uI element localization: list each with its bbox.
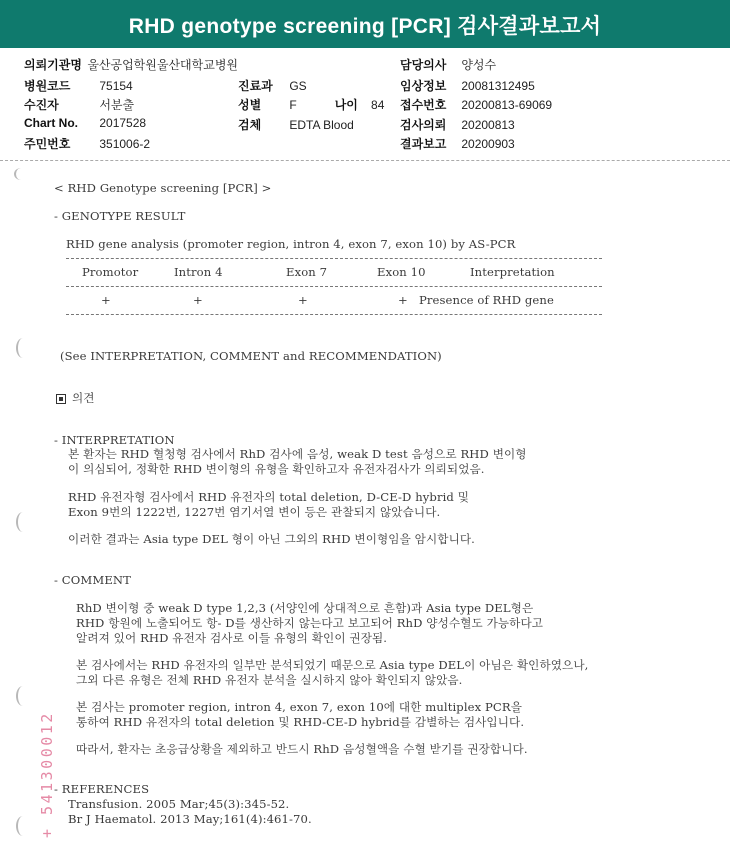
doctor-label: 담당의사 — [400, 58, 447, 72]
interp-p1-line2: 이 의심되어, 정확한 RHD 변이형의 유형을 확인하고자 유전자검사가 의뢰되었음. — [68, 462, 485, 476]
hospital-code-label: 병원코드 — [24, 79, 71, 93]
request-date-label: 검사의뢰 — [400, 118, 447, 132]
comment-p2-line2: 그외 다른 유형은 전체 RHD 유전자 분석을 실시하지 않아 확인되지 않았음. — [76, 673, 463, 687]
sex-label: 성별 — [238, 98, 262, 112]
interp-p2-line1: RHD 유전자형 검사에서 RHD 유전자의 total deletion, D-CE-D hybrid 및 — [68, 490, 470, 504]
reference-1: Transfusion. 2005 Mar;45(3):345-52. — [68, 797, 290, 811]
dept-label: 진료과 — [238, 79, 273, 93]
requester-value: 울산공업학원울산대학교병원 — [87, 58, 239, 72]
comment-p3-line2: 통하여 RHD 유전자의 total deletion 및 RHD-CE-D hybrid를 감별하는 검사입니다. — [76, 715, 525, 729]
requester-label: 의뢰기관명 — [24, 58, 82, 72]
binder-ring-1 — [14, 168, 28, 180]
table-header-exon10: Exon 10 — [377, 265, 426, 279]
see-note: (See INTERPRETATION, COMMENT and RECOMMENDATION) — [60, 349, 442, 363]
dept-value: GS — [289, 79, 307, 93]
references-heading: - REFERENCES — [54, 782, 150, 796]
table-rule-bottom — [66, 314, 602, 315]
resident-no-row — [24, 135, 150, 152]
resident-no-label: 주민번호 — [24, 137, 71, 151]
header-divider — [0, 160, 730, 161]
report-date-label: 결과보고 — [400, 137, 447, 151]
report-date-row — [400, 135, 515, 152]
dept-row — [238, 77, 307, 94]
table-value-exon7: + — [298, 293, 308, 307]
clinical-info-value: 20081312495 — [461, 79, 535, 93]
patient-name-row — [24, 96, 134, 113]
hospital-code-row — [24, 77, 133, 94]
report-date-value: 20200903 — [461, 137, 515, 151]
table-header-interpretation: Interpretation — [470, 265, 555, 279]
receipt-no-row — [400, 96, 552, 113]
interp-p2-line2: Exon 9번의 1222번, 1227번 염기서열 변이 등은 관찰되지 않았습니다. — [68, 505, 441, 519]
patient-name-label: 수진자 — [24, 98, 59, 112]
specimen-value: EDTA Blood — [289, 118, 354, 132]
interpretation-heading: - INTERPRETATION — [54, 433, 175, 447]
age-label: 나이 — [334, 98, 358, 112]
analysis-line: RHD gene analysis (promoter region, intron 4, exon 7, exon 10) by AS-PCR — [66, 237, 516, 251]
interp-p1-line1: 본 환자는 RHD 혈청형 검사에서 RhD 검사에 음성, weak D test 음성으로 RHD 변이형 — [68, 447, 527, 461]
binder-ring-5 — [16, 816, 30, 836]
report-title: RHD genotype screening [PCR] 검사결과보고서 — [128, 15, 602, 38]
requester-row — [24, 56, 238, 73]
specimen-label: 검체 — [238, 118, 262, 132]
table-header-intron4: Intron 4 — [174, 265, 223, 279]
hospital-code-value: 75154 — [99, 79, 133, 93]
report-heading: < RHD Genotype screening [PCR] > — [54, 181, 272, 195]
binder-ring-4 — [16, 686, 30, 706]
table-rule-top — [66, 258, 602, 259]
clinical-info-label: 임상정보 — [400, 79, 447, 93]
clinical-info-row — [400, 77, 535, 94]
doctor-row — [400, 56, 496, 73]
comment-heading: - COMMENT — [54, 573, 131, 587]
interp-p3: 이러한 결과는 Asia type DEL 형이 아닌 그외의 RHD 변이형임을 암시합니다. — [68, 532, 475, 546]
checkbox-square-icon — [56, 394, 66, 404]
request-date-row — [400, 116, 515, 133]
sex-row — [238, 96, 384, 113]
receipt-no-label: 접수번호 — [400, 98, 447, 112]
title-bar — [0, 0, 730, 48]
table-header-exon7: Exon 7 — [286, 265, 328, 279]
opinion-row — [56, 390, 95, 406]
comment-p4: 따라서, 환자는 초응급상황을 제외하고 반드시 RhD 음성혈액을 수혈 받기를 권장합니다. — [76, 742, 528, 756]
chart-no-value: 2017528 — [99, 116, 147, 130]
table-value-intron4: + — [193, 293, 203, 307]
chart-no-label: Chart No. — [24, 116, 78, 130]
genotype-heading: - GENOTYPE RESULT — [54, 209, 186, 223]
opinion-heading: 의견 — [72, 391, 95, 405]
sex-value: F — [289, 98, 297, 112]
comment-p3-line1: 본 검사는 promoter region, intron 4, exon 7, exon 10에 대한 multiplex PCR을 — [76, 700, 523, 714]
table-value-exon10: + — [398, 293, 408, 307]
doctor-value: 양성수 — [461, 58, 497, 72]
resident-no-value: 351006-2 — [99, 137, 151, 151]
table-rule-mid — [66, 286, 602, 287]
specimen-row — [238, 116, 354, 133]
chart-no-row — [24, 116, 146, 130]
comment-p2-line1: 본 검사에서는 RHD 유전자의 일부만 분석되었기 때문으로 Asia type DEL이 아님은 확인하였으나, — [76, 658, 589, 672]
comment-p1-line1: RhD 변이형 중 weak D type 1,2,3 (서양인에 상대적으로 흔함)과 Asia type DEL형은 — [76, 601, 534, 615]
binder-ring-3 — [16, 512, 30, 532]
table-value-interpretation: Presence of RHD gene — [419, 293, 554, 307]
vertical-number-stamp: + 541300012 — [38, 711, 56, 838]
table-header-promotor: Promotor — [82, 265, 139, 279]
table-value-promotor: + — [101, 293, 111, 307]
request-date-value: 20200813 — [461, 118, 515, 132]
comment-p1-line3: 알려져 있어 RHD 유전자 검사로 이들 유형의 확인이 권장됨. — [76, 631, 388, 645]
age-value: 84 — [371, 98, 385, 112]
reference-2: Br J Haematol. 2013 May;161(4):461-70. — [68, 812, 312, 826]
patient-name-value: 서분출 — [99, 98, 135, 112]
receipt-no-value: 20200813-69069 — [461, 98, 553, 112]
comment-p1-line2: RHD 항원에 노출되어도 항- D를 생산하지 않는다고 보고되어 RhD 양성수혈도 가능하다고 — [76, 616, 544, 630]
binder-ring-2 — [16, 338, 30, 358]
